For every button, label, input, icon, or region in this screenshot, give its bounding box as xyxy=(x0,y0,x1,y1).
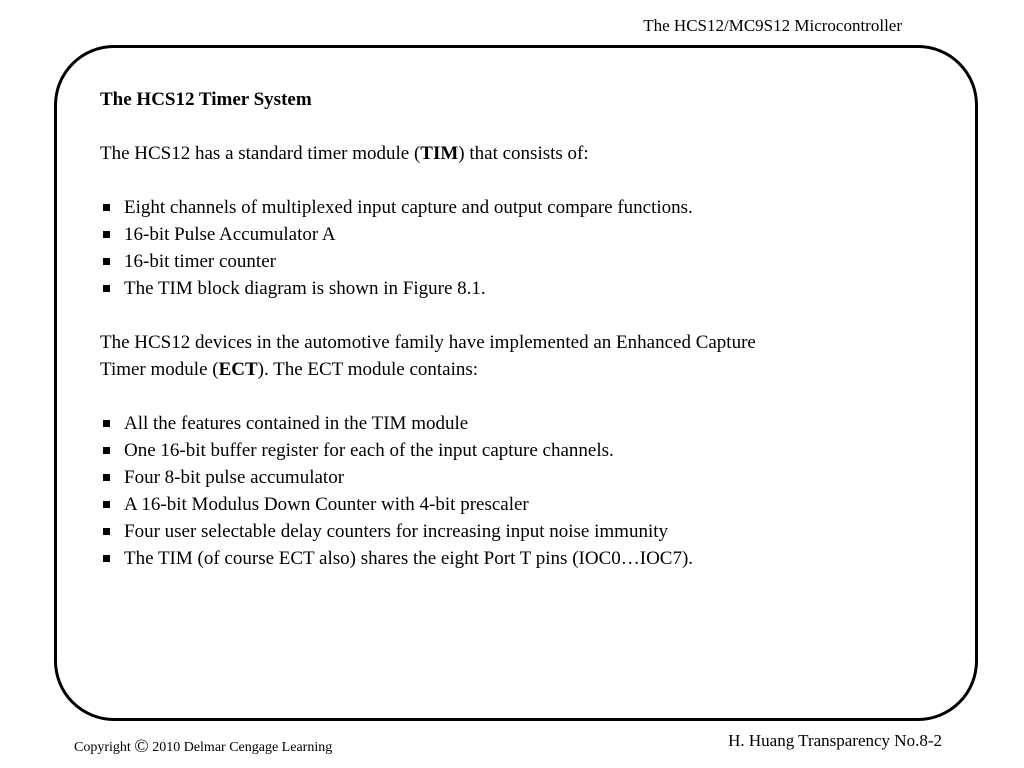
tim-acronym: TIM xyxy=(420,143,459,164)
square-bullet-icon xyxy=(103,285,110,292)
footer-transparency-number: H. Huang Transparency No.8-2 xyxy=(728,731,942,750)
square-bullet-icon xyxy=(103,204,110,211)
tim-intro: The HCS12 has a standard timer module (TIM) that consists of: xyxy=(100,143,589,164)
slide-heading: The HCS12 Timer System xyxy=(100,89,312,110)
square-bullet-icon xyxy=(103,474,110,481)
list-item: 16-bit Pulse Accumulator A xyxy=(100,221,920,248)
list-item: A 16-bit Modulus Down Counter with 4-bit prescaler xyxy=(100,491,920,518)
list-item: One 16-bit buffer register for each of the input capture channels. xyxy=(100,437,920,464)
square-bullet-icon xyxy=(103,447,110,454)
list-item: 16-bit timer counter xyxy=(100,248,920,275)
footer-copyright: Copyright © 2010 Delmar Cengage Learning xyxy=(74,736,333,757)
square-bullet-icon xyxy=(103,258,110,265)
list-item: Four user selectable delay counters for increasing input noise immunity xyxy=(100,518,920,545)
list-item: The TIM (of course ECT also) shares the eight Port T pins (IOC0…IOC7). xyxy=(100,545,920,572)
square-bullet-icon xyxy=(103,528,110,535)
tim-feature-list xyxy=(100,194,920,302)
square-bullet-icon xyxy=(103,501,110,508)
slide-content xyxy=(100,86,920,572)
list-item: Eight channels of multiplexed input capture and output compare functions. xyxy=(100,194,920,221)
copyright-icon: © xyxy=(134,736,149,757)
square-bullet-icon xyxy=(103,231,110,238)
list-item: All the features contained in the TIM module xyxy=(100,410,920,437)
ect-feature-list xyxy=(100,410,920,572)
square-bullet-icon xyxy=(103,555,110,562)
square-bullet-icon xyxy=(103,420,110,427)
ect-intro: The HCS12 devices in the automotive family have implemented an Enhanced Capture Timer module (ECT). The ECT module contains: xyxy=(100,332,756,380)
list-item: Four 8-bit pulse accumulator xyxy=(100,464,920,491)
header-title: The HCS12/MC9S12 Microcontroller xyxy=(643,16,902,35)
ect-acronym: ECT xyxy=(218,359,258,380)
list-item: The TIM block diagram is shown in Figure 8.1. xyxy=(100,275,920,302)
